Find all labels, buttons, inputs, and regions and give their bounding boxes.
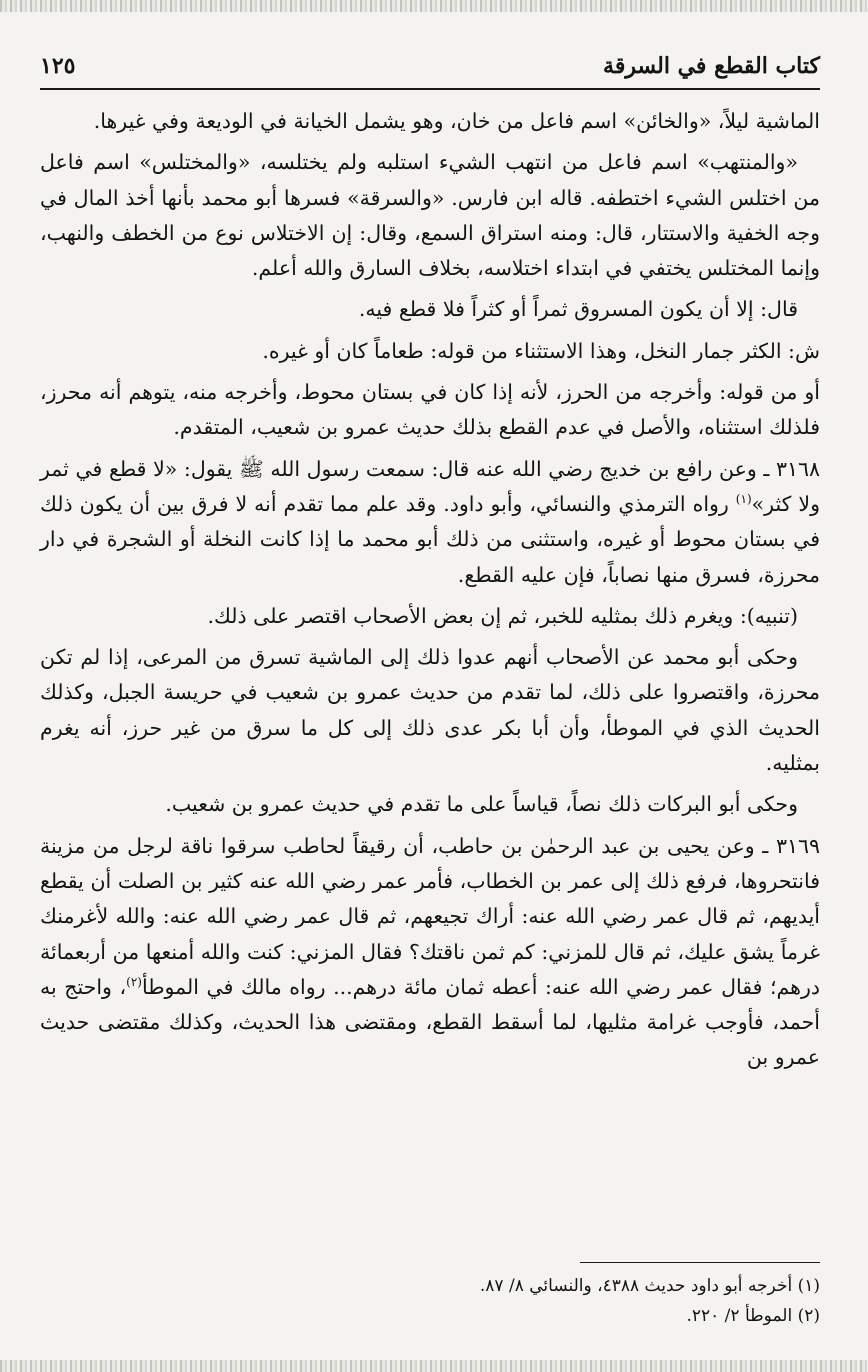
paragraph: الماشية ليلاً، «والخائن» اسم فاعل من خان، وهو يشمل الخيانة في الوديعة وفي غيرها. <box>93 109 820 133</box>
paragraph: وحكى أبو البركات ذلك نصاً، قياساً على ما تقدم في حديث عمرو بن شعيب. <box>165 792 798 817</box>
paragraph-text: رواه الترمذي والنسائي، وأبو داود. وقد علم مما تقدم أنه لا فرق بين أن يكون ذلك في بستان محوط أو غيره، واستثنى من ذلك أبو محمد ما إذا كانت النخلة أو الشجرة في دار محرزة، فسرق منها نصاباً، فإن عليه القطع. <box>40 491 820 587</box>
scan-edge-bottom <box>0 1360 868 1372</box>
paragraph: ش: الكثر جمار النخل، وهذا الاستثناء من قوله: طعاماً كان أو غيره. <box>262 338 820 363</box>
footnote-ref: (٢) <box>126 975 142 989</box>
page-number: ١٢٥ <box>40 53 76 79</box>
scan-edge-top <box>0 0 868 12</box>
footnotes <box>40 1262 820 1331</box>
main-text <box>40 104 820 1076</box>
paragraph: (تنبيه): ويغرم ذلك بمثليه للخبر، ثم إن بعض الأصحاب اقتصر على ذلك. <box>207 603 798 628</box>
paragraph-text: ٣١٦٨ ـ وعن رافع بن خديج رضي الله عنه قال: سمعت رسول الله ﷺ يقول: «لا قطع في ثمر ولا كثر» <box>40 456 820 516</box>
paragraph: قال: إلا أن يكون المسروق ثمراً أو كثراً فلا قطع فيه. <box>358 297 798 322</box>
paragraph: وحكى أبو محمد عن الأصحاب أنهم عدوا ذلك إلى الماشية تسرق من المرعى، إذا لم تكن محرزة، واقتصروا على ذلك، لما تقدم من حديث عمرو بن شعيب في حريسة الجبل، وكذلك الحديث الذي في الموطأ، وأن أبا بكر عدى ذلك إلى كل ما سرق من غير حرز، أنه يغرم بمثليه. <box>40 645 820 776</box>
hadith-paragraph <box>40 452 820 593</box>
hadith-paragraph <box>40 829 820 1076</box>
footnote-ref: (١) <box>735 492 752 507</box>
footnote: (٢) الموطأ ٢/ ٢٢٠. <box>686 1306 820 1326</box>
paragraph-text: ، واحتج به أحمد، فأوجب غرامة مثليها، لما أسقط القطع، ومقتضى هذا الحديث، وكذلك مقتضى حديث عمرو بن <box>40 974 820 1070</box>
paragraph: «والمنتهب» اسم فاعل من انتهب الشيء استلبه ولم يختلسه، «والمختلس» اسم فاعل من اختلس الشيء اختطفه. قاله ابن فارس. «والسرقة» فسرها أبو محمد بأنها أخذ المال في وجه الخفية والاستتار، قال: ومنه استراق السمع، وقال: إن الاختلاس نوع من الخطف والنهب، وإنما المختلس يختفي في ابتداء اختلاسه، بخلاف السارق والله أعلم. <box>40 150 820 281</box>
running-header <box>40 44 820 90</box>
footnote-divider <box>580 1262 820 1263</box>
chapter-title: كتاب القطع في السرقة <box>603 53 820 79</box>
book-page <box>40 44 820 1344</box>
paragraph-text: ٣١٦٩ ـ وعن يحيى بن عبد الرحمٰن بن حاطب، أن رقيقاً لحاطب سرقوا ناقة لرجل من مزينة فانتحروها، فرفع ذلك إلى عمر بن الخطاب، فأمر عمر رضي الله عنه كثير بن الصلت أن يقطع أيديهم، ثم قال عمر رضي الله عنه: أراك تجيعهم، ثم قال عمر رضي الله عنه: والله لأغرمنك غرماً يشق عليك، ثم قال للمزني: كم ثمن ناقتك؟ فقال المزني: كنت والله أمنعها من أربعمائة درهم؛ فقال عمر رضي الله عنه: أعطه ثمان مائة درهم... رواه مالك في الموطأ <box>40 833 820 999</box>
footnote: (١) أخرجه أبو داود حديث ٤٣٨٨، والنسائي ٨/ ٨٧. <box>479 1276 820 1296</box>
paragraph: أو من قوله: وأخرجه من الحرز، لأنه إذا كان في بستان محوط، وأخرجه منه، يتوهم أنه محرز، فلذلك استثناه، والأصل في عدم القطع بذلك حديث عمرو بن شعيب، المتقدم. <box>40 380 820 440</box>
